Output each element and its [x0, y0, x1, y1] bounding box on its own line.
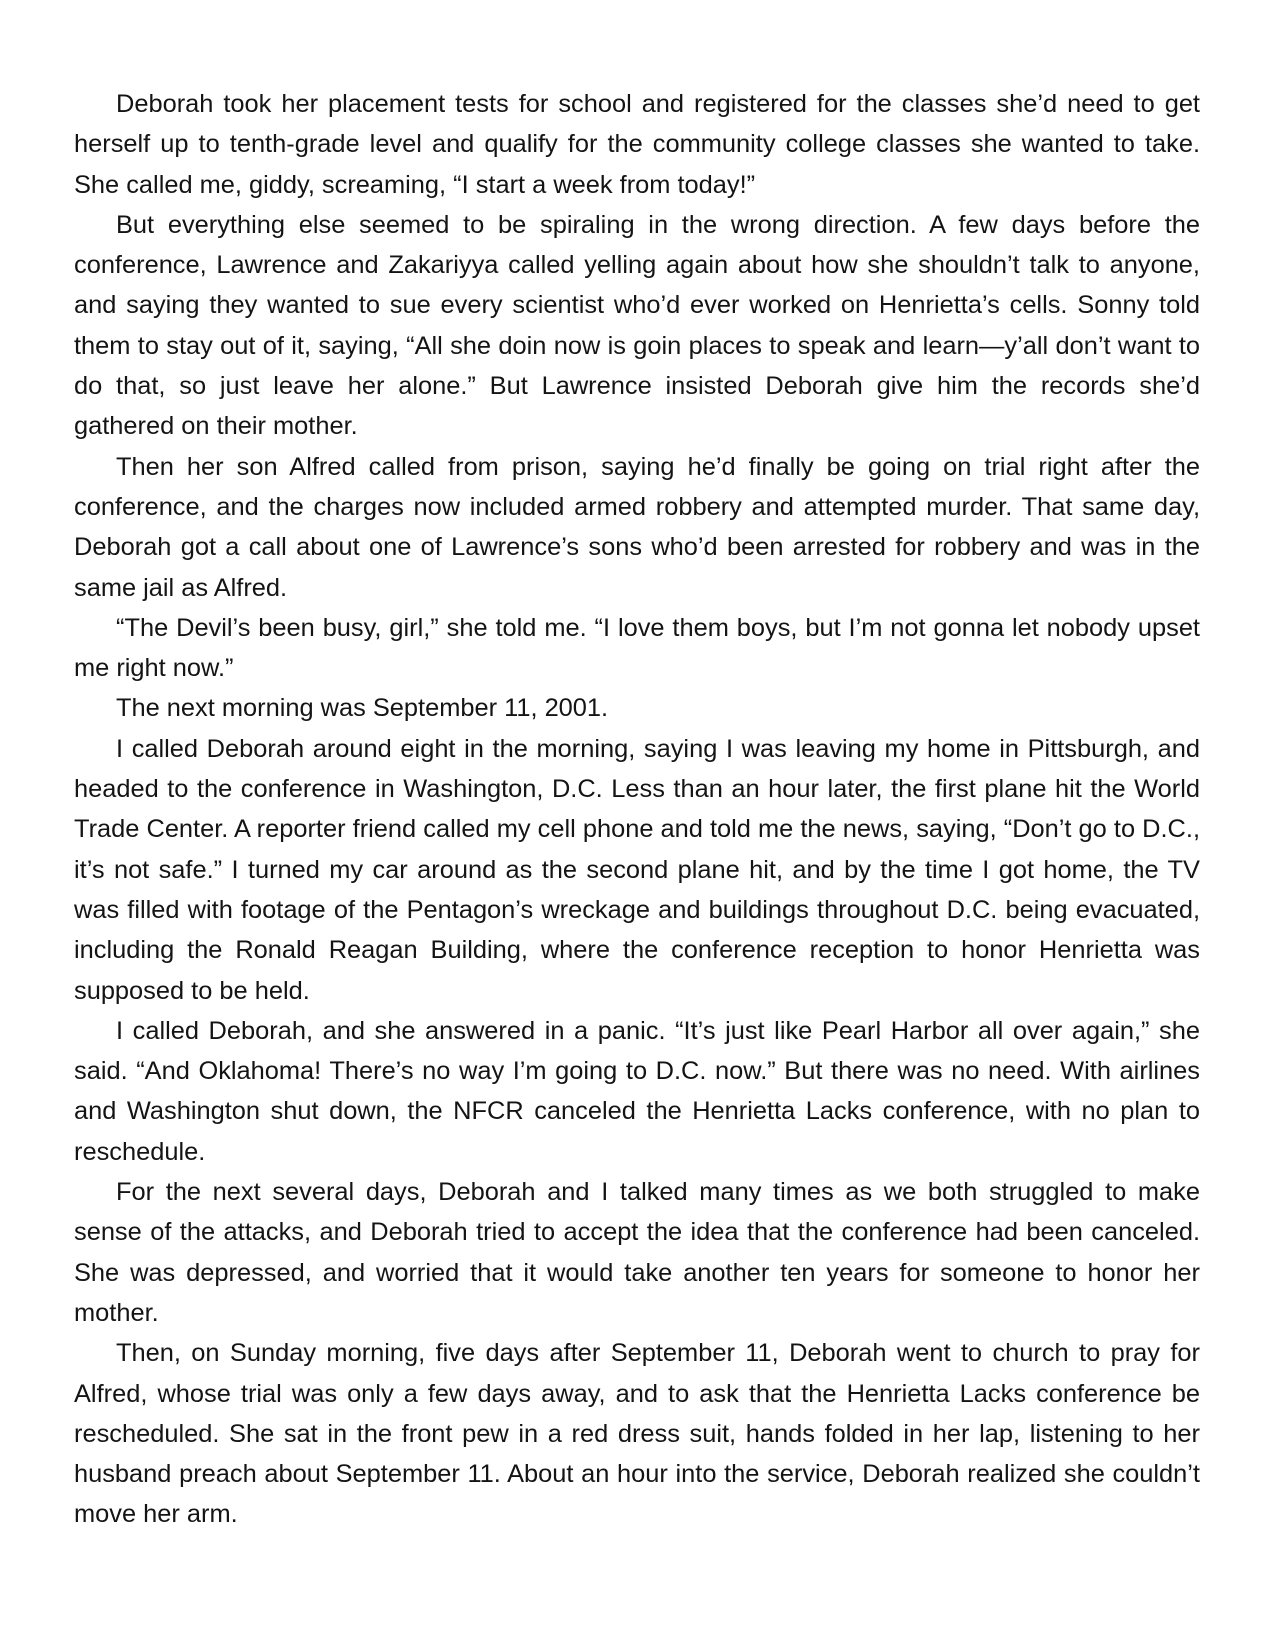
paragraph: Then, on Sunday morning, five days after September 11, Deborah went to church to pray for Alfred, whose trial was only a few days away, and to ask that the Henrietta Lacks conference be rescheduled. She sat in the front pew in a red dress suit, hands folded in her lap, listening to her husband preach about September 11. About an hour into the service, Deborah realized she couldn’t move her arm.: [74, 1339, 1200, 1529]
paragraph: I called Deborah, and she answered in a panic. “It’s just like Pearl Harbor all over again,” she said. “And Oklahoma! There’s no way I’m going to D.C. now.” But there was no need. With airlines and Washington shut down, the NFCR canceled the Henrietta Lacks conference, with no plan to reschedule.: [74, 1016, 1200, 1166]
paragraph: The next morning was September 11, 2001.: [116, 694, 609, 723]
paragraph: But everything else seemed to be spiraling in the wrong direction. A few days before the conference, Lawrence and Zakariyya called yelling again about how she shouldn’t talk to anyone, and saying they wanted to sue every scientist who’d ever worked on Henrietta’s cells. Sonny told them to stay out of it, saying, “All she doin now is goin places to speak and learn—y’all don’t want to do that, so just leave her alone.” But Lawrence insisted Deborah give him the records she’d gathered on their mother.: [74, 210, 1200, 441]
page-body: [74, 84, 1200, 1535]
paragraph: I called Deborah around eight in the morning, saying I was leaving my home in Pittsburgh, and headed to the conference in Washington, D.C. Less than an hour later, the first plane hit the World Trade Center. A reporter friend called my cell phone and told me the news, saying, “Don’t go to D.C., it’s not safe.” I turned my car around as the second plane hit, and by the time I got home, the TV was filled with footage of the Pentagon’s wreckage and buildings throughout D.C. being evacuated, including the Ronald Reagan Building, where the conference reception to honor Henrietta was supposed to be held.: [74, 734, 1200, 1005]
paragraph: For the next several days, Deborah and I talked many times as we both struggled to make sense of the attacks, and Deborah tried to accept the idea that the conference had been canceled. She was depressed, and worried that it would take another ten years for someone to honor her mother.: [74, 1178, 1200, 1327]
paragraph: “The Devil’s been busy, girl,” she told me. “I love them boys, but I’m not gonna let nobody upset me right now.”: [74, 613, 1200, 683]
paragraph: Deborah took her placement tests for school and registered for the classes she’d need to get herself up to tenth-grade level and qualify for the community college classes she wanted to take. She called me, giddy, screaming, “I start a week from today!”: [74, 90, 1200, 199]
paragraph: Then her son Alfred called from prison, saying he’d finally be going on trial right after the conference, and the charges now included armed robbery and attempted murder. That same day, Deborah got a call about one of Lawrence’s sons who’d been arrested for robbery and was in the same jail as Alfred.: [74, 452, 1200, 602]
